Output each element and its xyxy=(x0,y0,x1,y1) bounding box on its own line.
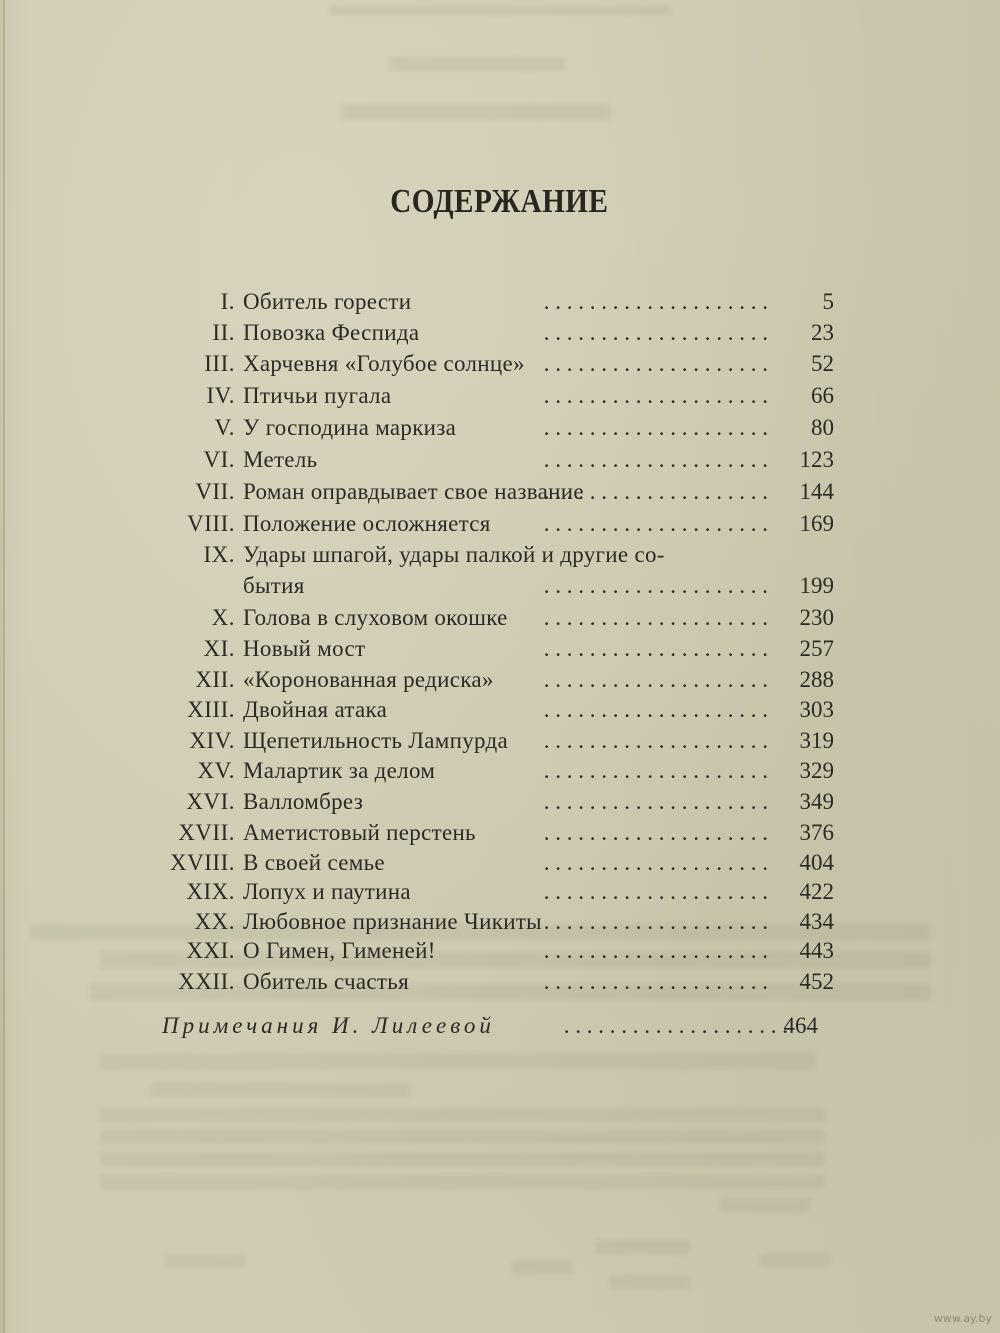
toc-entry xyxy=(0,665,1000,695)
chapter-title: В своей семье xyxy=(243,850,385,875)
show-through-low-11 xyxy=(760,1253,830,1267)
toc-entry xyxy=(0,726,1000,756)
chapter-number: XVIII. xyxy=(170,850,235,875)
chapter-title: Аметистовый перстень xyxy=(243,820,476,845)
chapter-number: X. xyxy=(211,605,235,630)
dot-leader: . . . . . . . . . . . . . . . . . . . . xyxy=(543,758,768,783)
page-number: 199 xyxy=(799,573,834,598)
chapter-title: Новый мост xyxy=(243,636,366,661)
chapter-number: XIII. xyxy=(187,697,235,722)
chapter-number: XV. xyxy=(197,758,235,783)
toc-entry xyxy=(0,695,1000,725)
dot-leader: . . . . . . . . . . . . . . . . . . . . xyxy=(543,479,768,504)
show-through-low-1 xyxy=(150,1083,410,1097)
dot-leader: . . . . . . . . . . . . . . . . . . . . xyxy=(543,667,768,692)
chapter-number: XVI. xyxy=(186,789,235,814)
dot-leader: . . . . . . . . . . . . . . . . . . . . xyxy=(543,969,768,994)
chapter-number: IX. xyxy=(203,542,235,567)
page-number: 443 xyxy=(799,938,834,963)
toc-entry xyxy=(0,634,1000,664)
toc-entry xyxy=(0,509,1000,539)
show-through-top-3 xyxy=(342,104,610,120)
chapter-number: XIX. xyxy=(186,879,235,904)
toc-entry xyxy=(0,848,1000,878)
page-number: 288 xyxy=(799,667,834,692)
dot-leader: . . . . . . . . . . . . . . . . . . . . xyxy=(543,697,768,722)
show-through-low-9 xyxy=(595,1240,690,1254)
chapter-title: О Гимен, Гименей! xyxy=(243,938,436,963)
chapter-title: Двойная атака xyxy=(243,697,388,722)
toc-entry xyxy=(0,349,1000,379)
show-through-low-8 xyxy=(512,1260,572,1274)
chapter-title: Обитель счастья xyxy=(243,969,409,994)
chapter-number: V. xyxy=(214,415,235,440)
chapter-title: Положение осложняется xyxy=(243,511,491,536)
chapter-number: XXI. xyxy=(186,938,235,963)
show-through-low-5 xyxy=(100,1175,825,1189)
toc-entry xyxy=(0,381,1000,411)
show-through-low-6 xyxy=(720,1198,810,1212)
show-through-top-1 xyxy=(330,5,670,15)
page-number: 434 xyxy=(799,909,834,934)
chapter-title: Малартик за делом xyxy=(243,758,436,783)
toc-entry xyxy=(0,413,1000,443)
dot-leader: . . . . . . . . . . . . . . . . . . . . xyxy=(543,573,768,598)
toc-entry xyxy=(0,907,1000,937)
toc-entry xyxy=(0,287,1000,317)
toc-entry xyxy=(0,787,1000,817)
chapter-number: XIV. xyxy=(189,728,235,753)
page-number: 329 xyxy=(799,758,834,783)
chapter-number: VIII. xyxy=(187,511,235,536)
page-number: 303 xyxy=(799,697,834,722)
dot-leader: . . . . . . . . . . . . . . . . . . . . xyxy=(543,728,768,753)
dot-leader: . . . . . . . . . . . . . . . . . . . . xyxy=(543,909,768,934)
notes-title: Примечания И. Лилеевой xyxy=(162,1013,495,1038)
chapter-number: XX. xyxy=(194,909,235,934)
dot-leader: . . . . . . . . . . . . . . . . . . . . xyxy=(543,820,768,845)
page-number: 52 xyxy=(811,351,834,376)
chapter-title: Птичьи пугала xyxy=(243,383,392,408)
dot-leader: . . . . . . . . . . . . . . . . . . . . xyxy=(563,1013,788,1038)
dot-leader: . . . . . . . . . . . . . . . . . . . . xyxy=(543,320,768,345)
chapter-title: Любовное признание Чикиты xyxy=(243,909,542,934)
chapter-number: XII. xyxy=(195,667,235,692)
chapter-title: Голова в слуховом окошке xyxy=(243,605,508,630)
dot-leader: . . . . . . . . . . . . . . . . . . . . xyxy=(543,605,768,630)
toc-entry xyxy=(0,445,1000,475)
page-title: СОДЕРЖАНИЕ xyxy=(390,183,609,220)
toc-entry xyxy=(0,967,1000,997)
chapter-title: Лопух и паутина xyxy=(243,879,411,904)
page-number: 123 xyxy=(799,447,834,472)
toc-entry xyxy=(0,603,1000,633)
chapter-number: III. xyxy=(204,351,235,376)
page-number: 404 xyxy=(799,850,834,875)
page-number: 66 xyxy=(811,383,834,408)
toc-entry xyxy=(0,877,1000,907)
page-number: 376 xyxy=(799,820,834,845)
chapter-title: Щепетильность Лампурда xyxy=(243,728,509,753)
dot-leader: . . . . . . . . . . . . . . . . . . . . xyxy=(543,447,768,472)
dot-leader: . . . . . . . . . . . . . . . . . . . . xyxy=(543,636,768,661)
page-number: 319 xyxy=(799,728,834,753)
page-number: 80 xyxy=(811,415,834,440)
show-through-low-4 xyxy=(100,1152,825,1166)
chapter-number: I. xyxy=(220,289,235,314)
toc-entry-continuation xyxy=(0,571,1000,601)
toc-entry xyxy=(0,936,1000,966)
dot-leader: . . . . . . . . . . . . . . . . . . . . xyxy=(543,850,768,875)
toc-entry xyxy=(0,818,1000,848)
show-through-mid-4 xyxy=(100,1053,815,1069)
chapter-title: Харчевня «Голубое солнце» xyxy=(243,351,525,376)
chapter-title: Удары шпагой, удары палкой и другие со- xyxy=(243,542,665,567)
dot-leader: . . . . . . . . . . . . . . . . . . . . xyxy=(543,383,768,408)
page-number: 230 xyxy=(799,605,834,630)
dot-leader: . . . . . . . . . . . . . . . . . . . . xyxy=(543,938,768,963)
page-number: 464 xyxy=(783,1013,818,1038)
chapter-title: Метель xyxy=(243,447,318,472)
watermark: www.ay.by xyxy=(933,1312,992,1325)
page-number: 257 xyxy=(799,636,834,661)
dot-leader: . . . . . . . . . . . . . . . . . . . . xyxy=(543,289,768,314)
show-through-low-7 xyxy=(165,1254,245,1268)
dot-leader: . . . . . . . . . . . . . . . . . . . . xyxy=(543,351,768,376)
dot-leader: . . . . . . . . . . . . . . . . . . . . xyxy=(543,415,768,440)
dot-leader: . . . . . . . . . . . . . . . . . . . . xyxy=(543,879,768,904)
page-number: 422 xyxy=(799,879,834,904)
chapter-number: VI. xyxy=(203,447,235,472)
show-through-low-10 xyxy=(610,1275,690,1289)
show-through-low-3 xyxy=(100,1130,825,1144)
page-number: 23 xyxy=(811,320,834,345)
toc-notes-entry xyxy=(0,1011,1000,1041)
dot-leader: . . . . . . . . . . . . . . . . . . . . xyxy=(543,511,768,536)
chapter-title-continuation: бытия xyxy=(243,573,305,598)
chapter-number: XXII. xyxy=(178,969,235,994)
page-number: 349 xyxy=(799,789,834,814)
toc-entry xyxy=(0,318,1000,348)
show-through-low-2 xyxy=(100,1108,825,1122)
chapter-number: XI. xyxy=(203,636,235,661)
page-number: 452 xyxy=(799,969,834,994)
show-through-top-2 xyxy=(390,57,565,71)
chapter-number: II. xyxy=(212,320,235,345)
chapter-title: «Коронованная редиска» xyxy=(243,667,494,692)
chapter-number: IV. xyxy=(206,383,235,408)
toc-entry xyxy=(0,756,1000,786)
toc-entry xyxy=(0,540,1000,570)
page-number: 169 xyxy=(799,511,834,536)
chapter-title: Валломбрез xyxy=(243,789,364,814)
page-number: 144 xyxy=(799,479,834,504)
chapter-number: XVII. xyxy=(178,820,235,845)
chapter-title: Обитель горести xyxy=(243,289,412,314)
page-number: 5 xyxy=(822,289,834,314)
chapter-title: У господина маркиза xyxy=(243,415,457,440)
chapter-number: VII. xyxy=(195,479,235,504)
chapter-title: Роман оправдывает свое название xyxy=(243,479,584,504)
chapter-title: Повозка Феспида xyxy=(243,320,420,345)
dot-leader: . . . . . . . . . . . . . . . . . . . . xyxy=(543,789,768,814)
toc-entry xyxy=(0,477,1000,507)
